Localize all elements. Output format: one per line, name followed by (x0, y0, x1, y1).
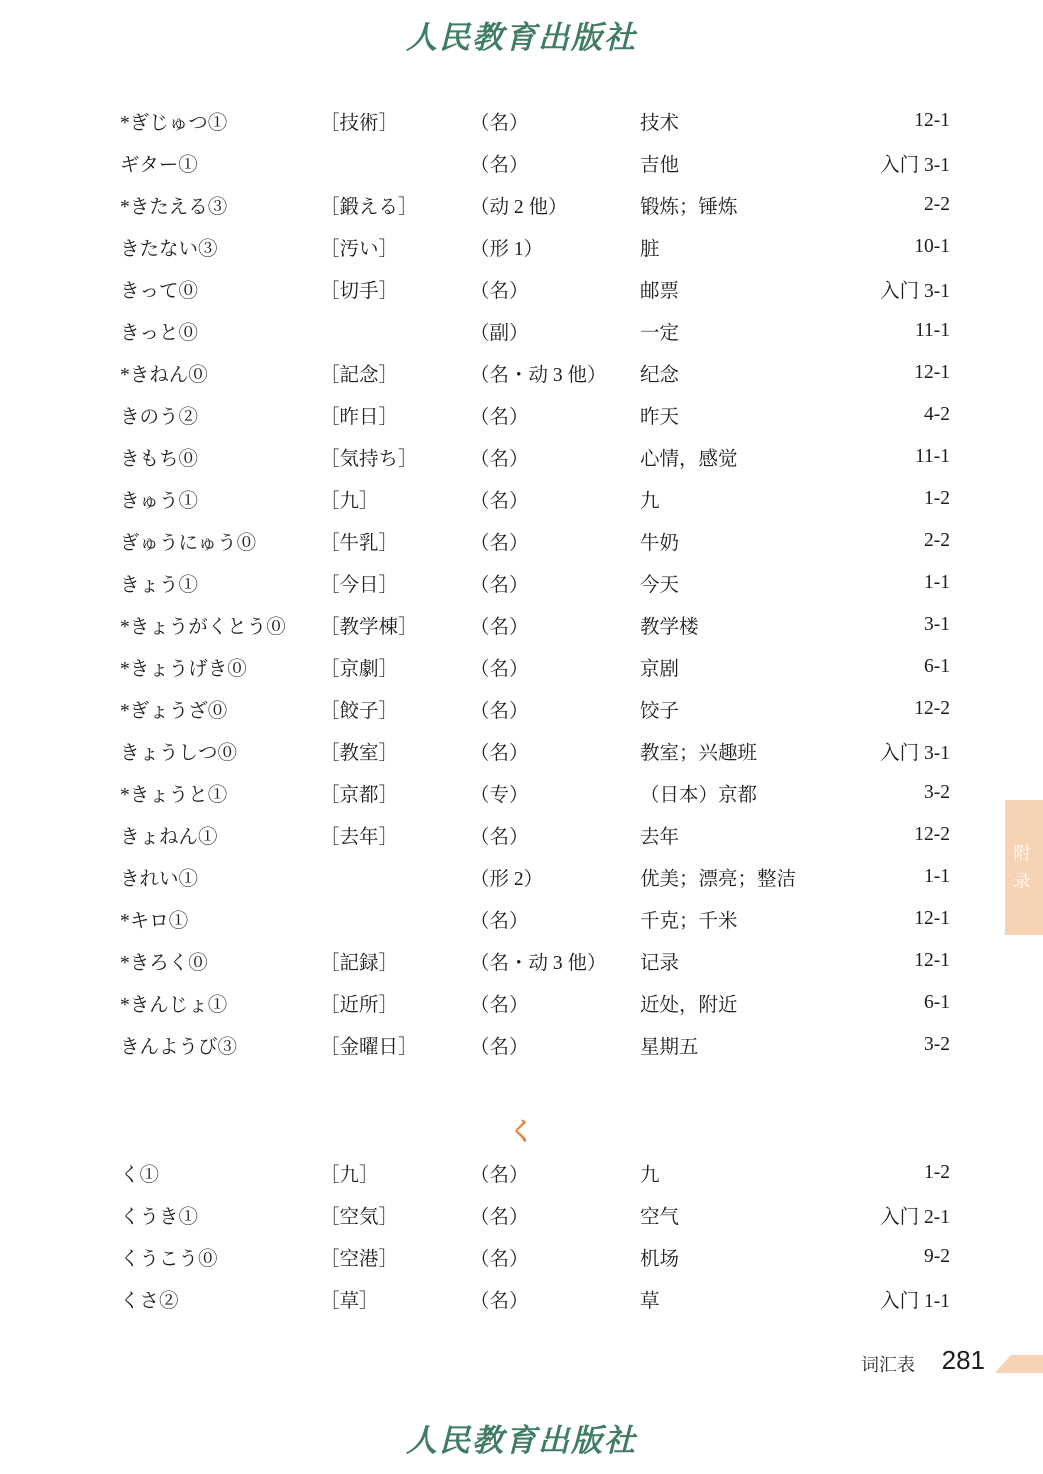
entry-star-marker: * (120, 701, 130, 722)
entry-kana: ぎゅうにゅう⓪ (120, 533, 257, 554)
entry-kana: *きょうがくとう⓪ (120, 617, 286, 638)
entry-kana: きゅう① (120, 491, 199, 512)
entry-kanji: ［気持ち］ (320, 449, 418, 470)
entry-lesson-ref: 1-2 (924, 1162, 950, 1183)
entry-meaning: 京剧 (640, 659, 680, 680)
entry-kanji: ［九］ (320, 1165, 379, 1186)
publisher-watermark-top: 人民教育出版社 (406, 20, 637, 56)
entry-kanji: ［鍛える］ (320, 197, 418, 218)
entry-kana: きょう① (120, 575, 199, 596)
entry-lesson-ref: 11-1 (914, 446, 950, 467)
entry-kana: くうき① (120, 1207, 199, 1228)
entry-kanji: ［今日］ (320, 575, 399, 596)
entry-lesson-ref: 12-1 (914, 908, 950, 929)
vocabulary-row (120, 394, 950, 436)
entry-kanji: ［去年］ (320, 827, 399, 848)
entry-part-of-speech: （名） (470, 701, 529, 722)
entry-meaning: 千克；千米 (640, 911, 738, 932)
entry-kanji: ［草］ (320, 1291, 379, 1312)
vocabulary-row (120, 814, 950, 856)
entry-kana: きって⓪ (120, 281, 199, 302)
entry-lesson-ref: 3-2 (924, 782, 950, 803)
entry-kanji: ［牛乳］ (320, 533, 399, 554)
entry-kanji: ［金曜日］ (320, 1037, 418, 1058)
entry-meaning: 星期五 (640, 1037, 699, 1058)
entry-kanji: ［九］ (320, 491, 379, 512)
entry-kana: *ぎょうざ⓪ (120, 701, 228, 722)
entry-part-of-speech: （名） (470, 491, 529, 512)
entry-lesson-ref: 12-1 (914, 362, 950, 383)
entry-kanji: ［切手］ (320, 281, 399, 302)
side-tab-char-2: 录 (1013, 871, 1035, 891)
vocabulary-row (120, 1278, 950, 1320)
entry-part-of-speech: （专） (470, 785, 529, 806)
entry-meaning: 一定 (640, 323, 680, 344)
entry-lesson-ref: 3-2 (924, 1034, 950, 1055)
vocabulary-table-ki (120, 100, 950, 1066)
entry-star-marker: * (120, 617, 130, 638)
vocabulary-row (120, 688, 950, 730)
publisher-watermark-bottom: 人民教育出版社 (406, 1423, 637, 1459)
entry-part-of-speech: （副） (470, 323, 529, 344)
entry-lesson-ref: 12-2 (914, 824, 950, 845)
entry-part-of-speech: （名・动 3 他） (470, 365, 607, 386)
vocabulary-row (120, 772, 950, 814)
vocabulary-row (120, 646, 950, 688)
vocabulary-row (120, 226, 950, 268)
entry-kanji: ［汚い］ (320, 239, 399, 260)
page-number: 281 (941, 1345, 985, 1375)
vocabulary-row (120, 352, 950, 394)
entry-lesson-ref: 2-2 (924, 530, 950, 551)
entry-kanji: ［昨日］ (320, 407, 399, 428)
entry-lesson-ref: 1-1 (924, 572, 950, 593)
entry-part-of-speech: （名・动 3 他） (470, 953, 607, 974)
entry-meaning: （日本）京都 (640, 785, 758, 806)
entry-meaning: 近处，附近 (640, 995, 738, 1016)
page-footer (0, 1345, 1043, 1379)
entry-kanji: ［空港］ (320, 1249, 399, 1270)
entry-part-of-speech: （名） (470, 1249, 529, 1270)
entry-lesson-ref: 12-2 (914, 698, 950, 719)
vocabulary-rows-block1 (120, 100, 950, 1066)
entry-part-of-speech: （名） (470, 155, 529, 176)
vocabulary-row (120, 856, 950, 898)
entry-kana: *きろく⓪ (120, 953, 208, 974)
entry-part-of-speech: （名） (470, 407, 529, 428)
entry-lesson-ref: 入门 3-1 (880, 281, 950, 302)
entry-meaning: 优美；漂亮；整洁 (640, 869, 797, 890)
entry-meaning: 九 (640, 491, 660, 512)
vocabulary-row (120, 982, 950, 1024)
entry-part-of-speech: （名） (470, 1207, 529, 1228)
vocabulary-row (120, 898, 950, 940)
entry-kanji: ［記念］ (320, 365, 399, 386)
entry-lesson-ref: 3-1 (924, 614, 950, 635)
vocabulary-row (120, 436, 950, 478)
entry-meaning: 九 (640, 1165, 660, 1186)
entry-kana: *キロ① (120, 911, 189, 932)
entry-meaning: 今天 (640, 575, 680, 596)
entry-kana: きっと⓪ (120, 323, 199, 344)
entry-part-of-speech: （名） (470, 743, 529, 764)
vocabulary-row (120, 730, 950, 772)
entry-kana: *ぎじゅつ① (120, 113, 228, 134)
entry-lesson-ref: 1-2 (924, 488, 950, 509)
entry-part-of-speech: （名） (470, 827, 529, 848)
entry-star-marker: * (120, 659, 130, 680)
entry-meaning: 脏 (640, 239, 660, 260)
entry-star-marker: * (120, 113, 130, 134)
entry-lesson-ref: 入门 1-1 (880, 1291, 950, 1312)
entry-kana: きょねん① (120, 827, 218, 848)
entry-kanji: ［京劇］ (320, 659, 399, 680)
entry-lesson-ref: 1-1 (924, 866, 950, 887)
entry-kana: *きたえる③ (120, 197, 228, 218)
entry-lesson-ref: 9-2 (924, 1246, 950, 1267)
vocabulary-row (120, 184, 950, 226)
entry-part-of-speech: （名） (470, 911, 529, 932)
entry-meaning: 心情，感觉 (640, 449, 738, 470)
vocabulary-row (120, 478, 950, 520)
entry-part-of-speech: （名） (470, 995, 529, 1016)
entry-star-marker: * (120, 995, 130, 1016)
entry-meaning: 昨天 (640, 407, 680, 428)
entry-kana: *きねん⓪ (120, 365, 208, 386)
entry-kana: きれい① (120, 869, 199, 890)
entry-star-marker: * (120, 197, 130, 218)
entry-kana: くうこう⓪ (120, 1249, 218, 1270)
entry-kana: *きんじょ① (120, 995, 228, 1016)
entry-meaning: 去年 (640, 827, 680, 848)
entry-star-marker: * (120, 953, 130, 974)
vocabulary-row (120, 100, 950, 142)
entry-part-of-speech: （名） (470, 533, 529, 554)
section-marker-ku: く (508, 1119, 534, 1146)
entry-meaning: 教学楼 (640, 617, 699, 638)
entry-lesson-ref: 入门 3-1 (880, 743, 950, 764)
side-tab-char-1: 附 (1013, 844, 1035, 864)
entry-lesson-ref: 入门 3-1 (880, 155, 950, 176)
entry-part-of-speech: （名） (470, 659, 529, 680)
entry-meaning: 饺子 (640, 701, 680, 722)
entry-star-marker: * (120, 365, 130, 386)
entry-part-of-speech: （名） (470, 113, 529, 134)
entry-meaning: 技术 (640, 113, 680, 134)
entry-part-of-speech: （名） (470, 449, 529, 470)
entry-meaning: 草 (640, 1291, 660, 1312)
entry-part-of-speech: （形 1） (470, 239, 544, 260)
entry-meaning: 记录 (640, 953, 680, 974)
entry-lesson-ref: 入门 2-1 (880, 1207, 950, 1228)
entry-lesson-ref: 6-1 (924, 992, 950, 1013)
vocabulary-row (120, 1236, 950, 1278)
entry-meaning: 纪念 (640, 365, 680, 386)
entry-kanji (320, 142, 470, 184)
vocabulary-row (120, 562, 950, 604)
entry-kana: く① (120, 1165, 160, 1186)
entry-kana: きょうしつ⓪ (120, 743, 238, 764)
vocabulary-table-ku (120, 1152, 950, 1320)
entry-part-of-speech: （名） (470, 617, 529, 638)
entry-lesson-ref: 10-1 (914, 236, 950, 257)
entry-part-of-speech: （名） (470, 1165, 529, 1186)
entry-meaning: 吉他 (640, 155, 680, 176)
entry-lesson-ref: 6-1 (924, 656, 950, 677)
entry-part-of-speech: （形 2） (470, 869, 544, 890)
footer-decoration (995, 1355, 1043, 1373)
entry-part-of-speech: （名） (470, 1291, 529, 1312)
vocabulary-row (120, 520, 950, 562)
vocabulary-row (120, 142, 950, 184)
vocabulary-rows-block2 (120, 1152, 950, 1320)
entry-kanji (320, 898, 470, 940)
entry-kana: きもち⓪ (120, 449, 199, 470)
vocabulary-row (120, 1194, 950, 1236)
entry-part-of-speech: （名） (470, 575, 529, 596)
vocabulary-row (120, 268, 950, 310)
entry-star-marker: * (120, 911, 130, 932)
entry-part-of-speech: （名） (470, 281, 529, 302)
entry-meaning: 教室；兴趣班 (640, 743, 758, 764)
entry-kanji: ［空気］ (320, 1207, 399, 1228)
entry-kana: きんようび③ (120, 1037, 238, 1058)
entry-kana: *きょうげき⓪ (120, 659, 247, 680)
footer-section-label: 词汇表 (861, 1355, 915, 1375)
vocabulary-row (120, 310, 950, 352)
entry-meaning: 机场 (640, 1249, 680, 1270)
entry-kanji: ［記録］ (320, 953, 399, 974)
entry-kana: ギター① (120, 155, 198, 176)
entry-kana: *きょうと① (120, 785, 228, 806)
entry-kanji: ［京都］ (320, 785, 399, 806)
entry-meaning: 邮票 (640, 281, 680, 302)
entry-kanji: ［教学棟］ (320, 617, 418, 638)
entry-kanji: ［技術］ (320, 113, 399, 134)
entry-meaning: 锻炼；锤炼 (640, 197, 738, 218)
vocabulary-row (120, 1152, 950, 1194)
entry-meaning: 空气 (640, 1207, 680, 1228)
entry-kana: きたない③ (120, 239, 218, 260)
side-index-tab[interactable] (1005, 800, 1043, 935)
entry-lesson-ref: 11-1 (914, 320, 950, 341)
entry-star-marker: * (120, 785, 130, 806)
entry-part-of-speech: （名） (470, 1037, 529, 1058)
entry-lesson-ref: 2-2 (924, 194, 950, 215)
entry-kana: きのう② (120, 407, 199, 428)
entry-kanji: ［教室］ (320, 743, 399, 764)
entry-kanji: ［近所］ (320, 995, 399, 1016)
entry-kanji (320, 856, 470, 898)
entry-meaning: 牛奶 (640, 533, 680, 554)
entry-kana: くさ② (120, 1291, 179, 1312)
vocabulary-row (120, 940, 950, 982)
entry-lesson-ref: 12-1 (914, 110, 950, 131)
entry-kanji (320, 310, 470, 352)
entry-lesson-ref: 12-1 (914, 950, 950, 971)
vocabulary-row (120, 1024, 950, 1066)
entry-kanji: ［餃子］ (320, 701, 399, 722)
entry-lesson-ref: 4-2 (924, 404, 950, 425)
vocabulary-row (120, 604, 950, 646)
entry-part-of-speech: （动 2 他） (470, 197, 568, 218)
